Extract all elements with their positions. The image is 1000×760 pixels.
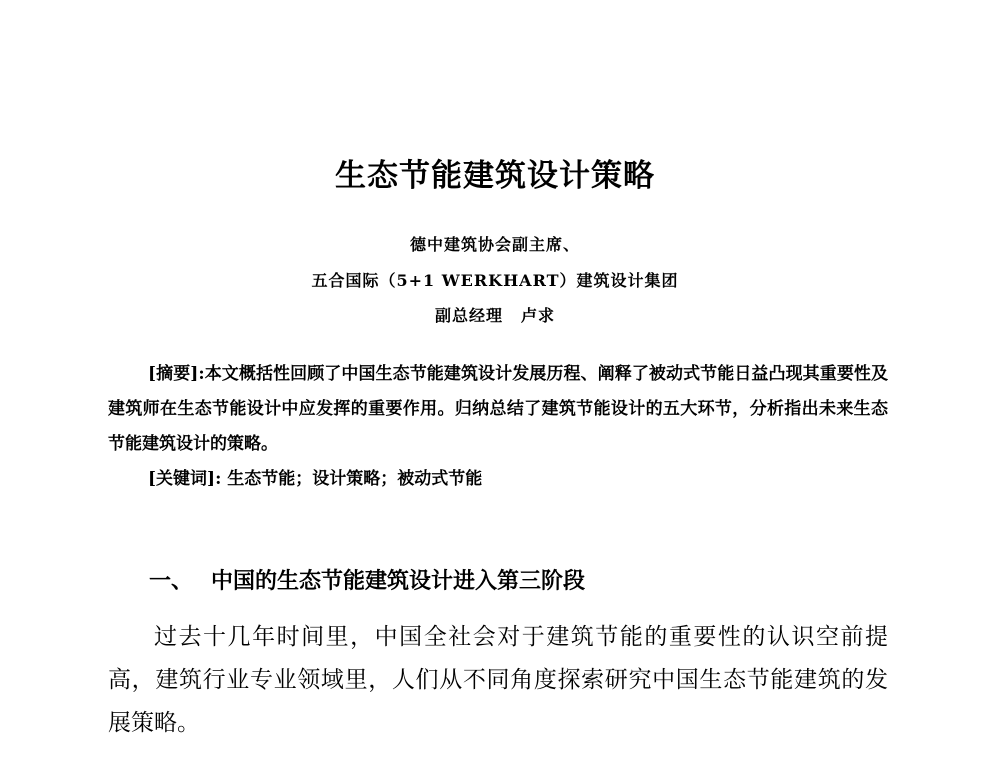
section-number: 一、 [149, 569, 194, 594]
author-affiliation-line-2: 五合国际（5+1 WERKHART）建筑设计集团 [311, 271, 679, 290]
keywords-text: 生态节能；设计策略；被动式节能 [227, 469, 483, 489]
abstract-text: 本文概括性回顾了中国生态节能建筑设计发展历程、阐释了被动式节能日益凸现其重要性及建筑师在生态节能设计中应发挥的重要作用。归纳总结了建筑节能设计的五大环节，分析指出未来生态节能建筑设计的策略。 [108, 364, 888, 454]
author-byline [0, 303, 990, 326]
paper-title: 生态节能建筑设计策略 [335, 158, 655, 194]
abstract [108, 357, 888, 462]
abstract-label: [摘要]: [148, 364, 205, 384]
keywords-label: [关键词]: [148, 469, 222, 489]
author-affiliation-line-1: 德中建筑协会副主席、 [409, 235, 580, 254]
section-heading [149, 564, 585, 595]
author-position: 副总经理 [434, 306, 503, 325]
section-heading-text: 中国的生态节能建筑设计进入第三阶段 [211, 569, 586, 594]
author-name: 卢求 [521, 306, 556, 325]
body-paragraph: 过去十几年时间里，中国全社会对于建筑节能的重要性的认识空前提高，建筑行业专业领域里，人们从不同角度探索研究中国生态节能建筑的发展策略。 [108, 624, 888, 736]
keywords [108, 462, 888, 497]
